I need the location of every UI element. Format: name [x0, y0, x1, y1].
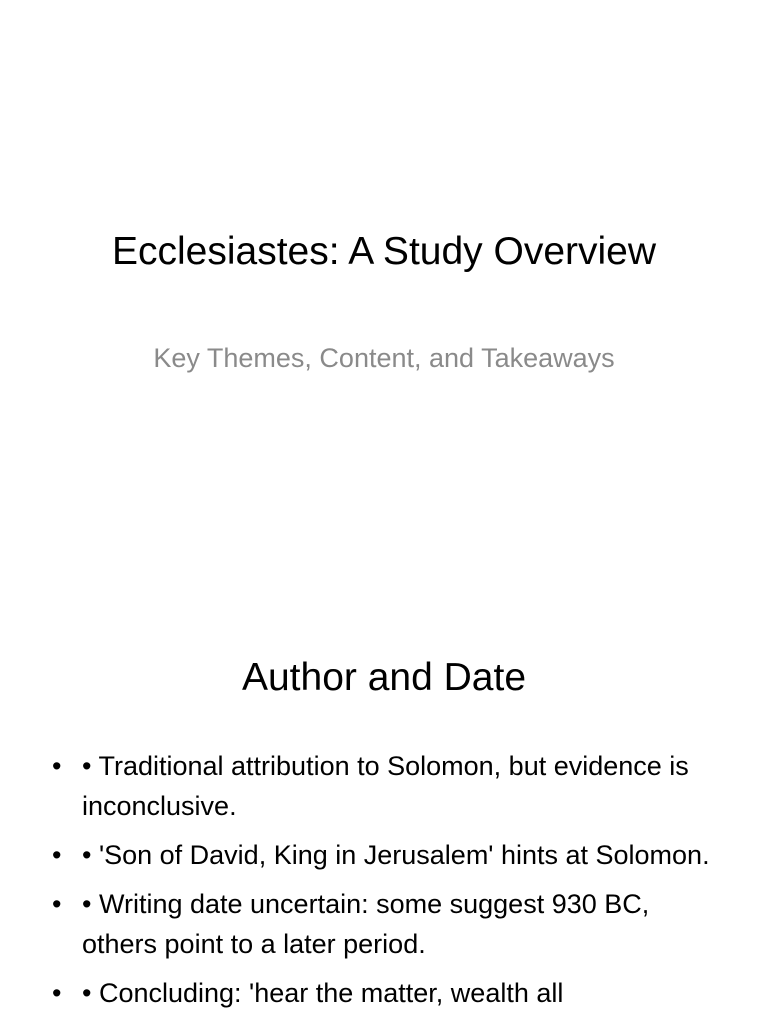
bullet-list	[52, 746, 712, 1022]
presentation-subtitle: Key Themes, Content, and Takeaways	[153, 343, 615, 373]
list-item	[52, 746, 712, 826]
author-date-slide	[0, 576, 768, 1024]
bullet-text: • Concluding: 'hear the matter, wealth all	[82, 978, 564, 1008]
list-item	[52, 973, 712, 1013]
bullet-text: • Traditional attribution to Solomon, but evidence is inconclusive.	[82, 751, 689, 821]
slide-title: Author and Date	[241, 656, 527, 699]
bullet-text: • Writing date uncertain: some suggest 930 BC, others point to a later period.	[82, 889, 650, 959]
presentation-title: Ecclesiastes: A Study Overview	[111, 230, 657, 273]
bullet-marker: •	[52, 978, 62, 1008]
bullet-marker: •	[52, 840, 62, 870]
bullet-marker: •	[52, 751, 62, 781]
bullet-marker: •	[52, 889, 62, 919]
bullet-text: • 'Son of David, King in Jerusalem' hints at Solomon.	[82, 840, 710, 870]
list-item	[52, 884, 712, 964]
list-item	[52, 835, 712, 875]
